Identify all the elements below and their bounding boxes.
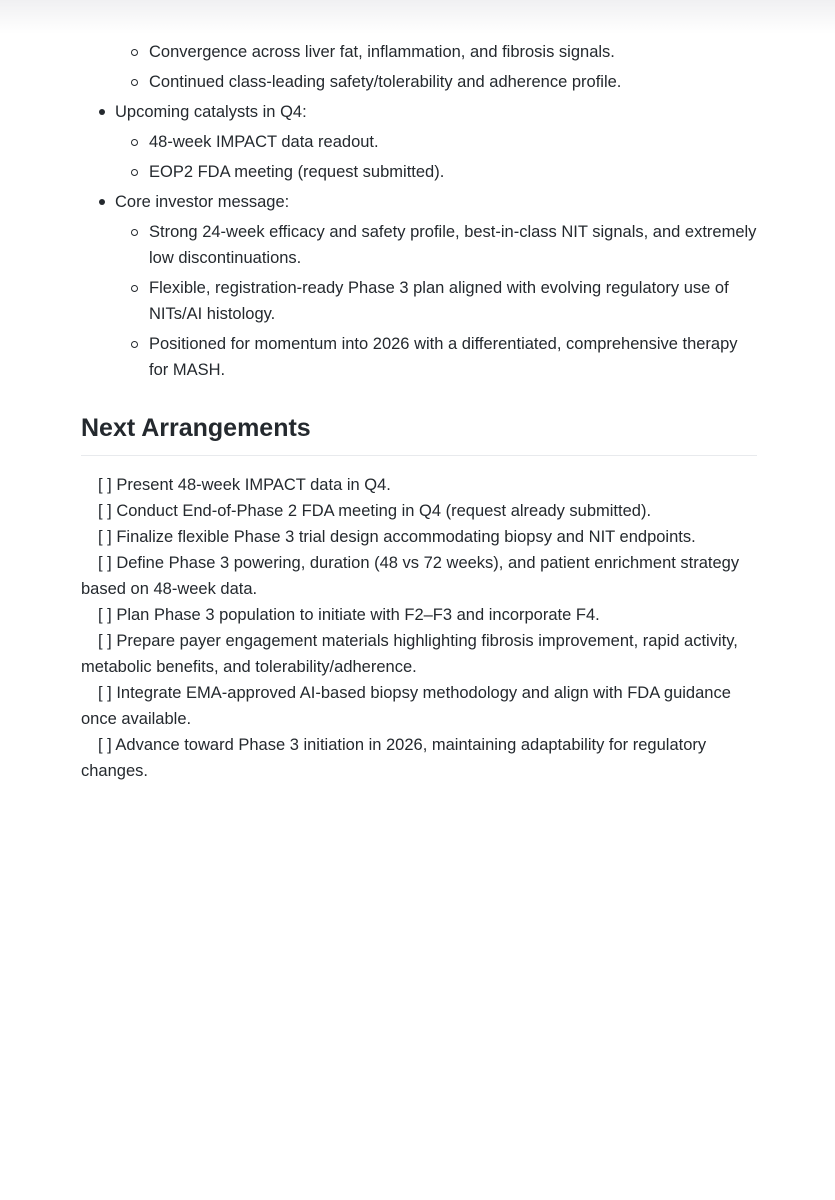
task-item: [ ] Plan Phase 3 population to initiate with F2–F3 and incorporate F4.	[98, 606, 600, 624]
sub-list-item: Positioned for momentum into 2026 with a differentiated, comprehensive therapy for MASH.	[149, 331, 757, 383]
sub-list-item: 48-week IMPACT data readout.	[149, 129, 757, 155]
task-item: [ ] Define Phase 3 powering, duration (48 vs 72 weeks), and patient enrichment strategy based on 48-week data.	[81, 554, 740, 598]
sub-list-item: Flexible, registration-ready Phase 3 plan aligned with evolving regulatory use of NITs/AI histology.	[149, 275, 757, 327]
document-content	[81, 39, 757, 784]
section-heading-next-arrangements: Next Arrangements	[81, 411, 757, 456]
task-item: [ ] Conduct End-of-Phase 2 FDA meeting in Q4 (request already submitted).	[98, 502, 652, 520]
task-item: [ ] Present 48-week IMPACT data in Q4.	[98, 476, 391, 494]
task-item: [ ] Finalize flexible Phase 3 trial design accommodating biopsy and NIT endpoints.	[98, 528, 696, 546]
continued-sub-list	[149, 39, 757, 95]
task-list	[81, 472, 757, 784]
investor-message-sub-list	[149, 219, 757, 383]
top-edge-shadow	[0, 0, 835, 34]
bullet-label: Upcoming catalysts in Q4:	[115, 99, 757, 125]
catalysts-sub-list	[149, 129, 757, 185]
task-item: [ ] Prepare payer engagement materials highlighting fibrosis improvement, rapid activity, metabolic benefits, and tolerability/adherence.	[81, 632, 738, 676]
sub-list-item: Continued class-leading safety/tolerability and adherence profile.	[149, 69, 757, 95]
sub-list-item: Strong 24-week efficacy and safety profile, best-in-class NIT signals, and extremely low discontinuations.	[149, 219, 757, 271]
bullet-item-investor-message	[115, 189, 757, 383]
bullet-list	[115, 99, 757, 383]
task-item: [ ] Integrate EMA-approved AI-based biopsy methodology and align with FDA guidance once available.	[81, 684, 731, 728]
sub-list-item: Convergence across liver fat, inflammation, and fibrosis signals.	[149, 39, 757, 65]
bullet-item-catalysts	[115, 99, 757, 185]
bullet-label: Core investor message:	[115, 189, 757, 215]
sub-list-item: EOP2 FDA meeting (request submitted).	[149, 159, 757, 185]
task-item: [ ] Advance toward Phase 3 initiation in 2026, maintaining adaptability for regulatory changes.	[81, 736, 707, 780]
